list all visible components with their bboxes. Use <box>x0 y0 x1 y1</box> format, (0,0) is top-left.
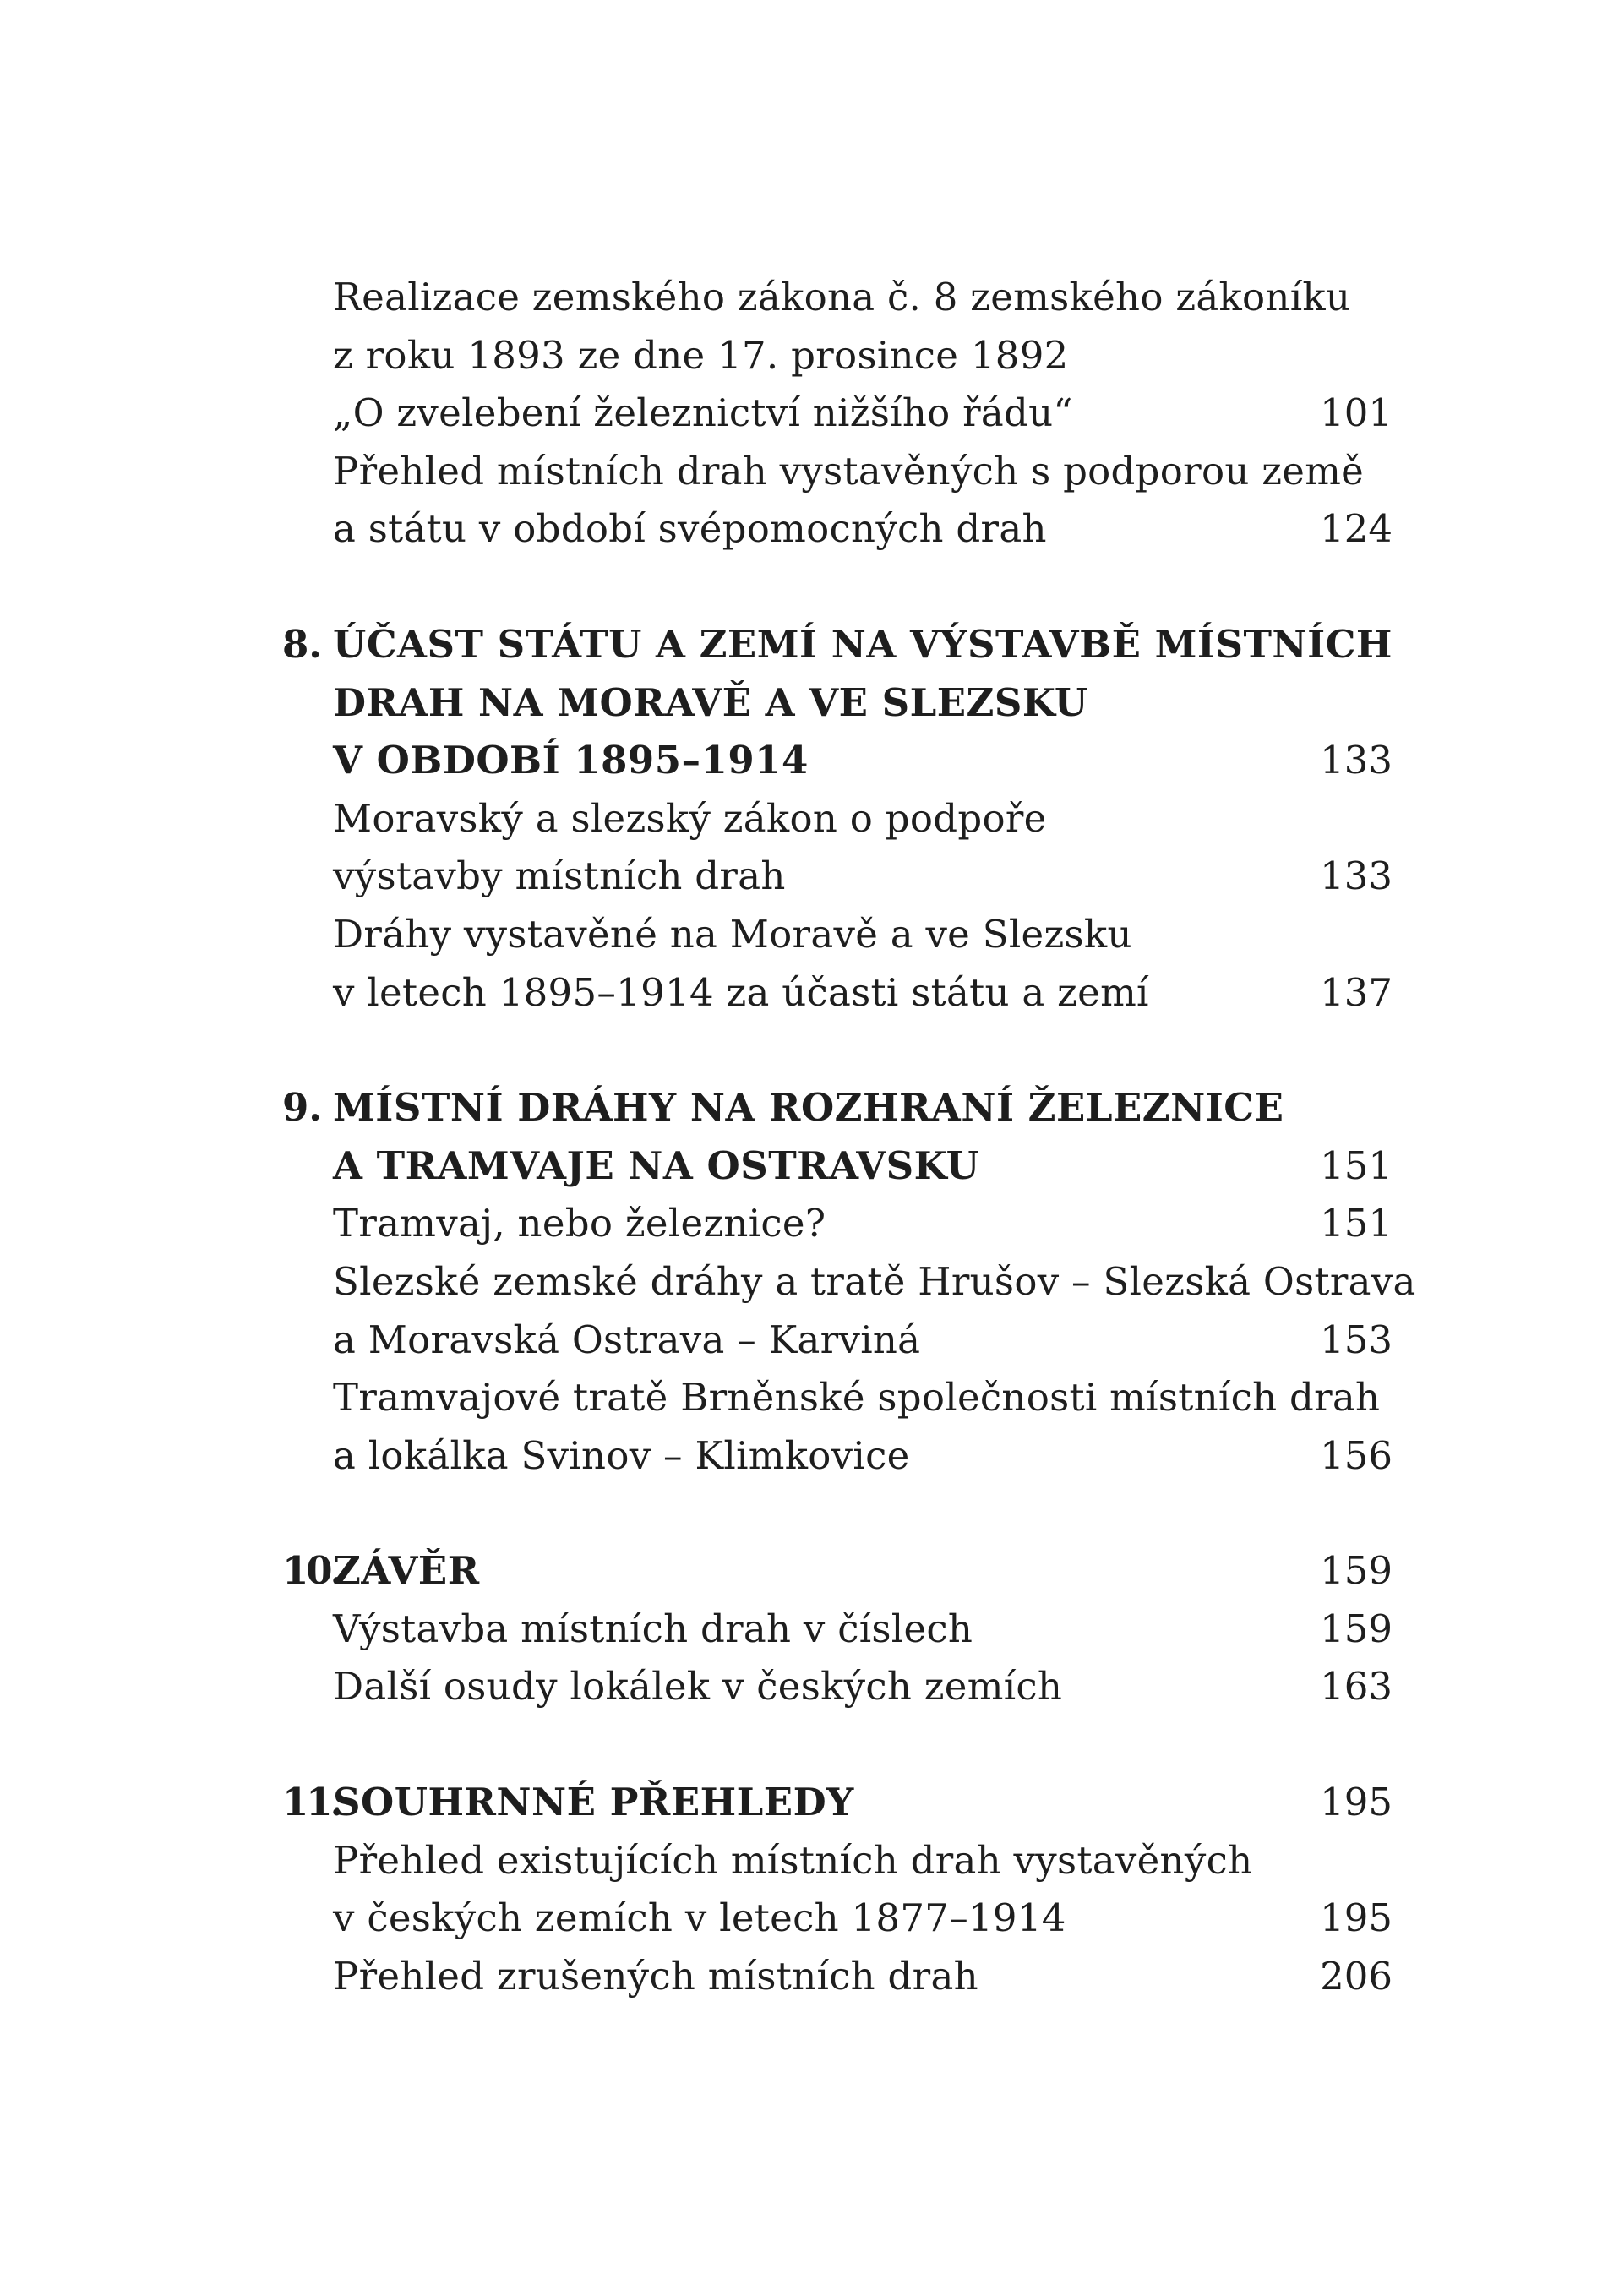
toc-entry-text: Tramvaj, nebo železnice? <box>333 1201 826 1246</box>
chapter-heading-line <box>282 1774 1393 1832</box>
toc-page-number: 156 <box>1320 1432 1393 1478</box>
toc-entry-text: Realizace zemského zákona č. 8 zemského zákoníku <box>333 275 1351 319</box>
toc-entry-line <box>282 327 1393 385</box>
toc-entry-line <box>282 906 1393 964</box>
toc-page-number: 124 <box>1320 506 1393 552</box>
chapter-number: 10. <box>282 1548 341 1594</box>
toc-entry-text: a lokálka Svinov – Klimkovice <box>333 1432 910 1478</box>
toc-entry-line <box>282 848 1393 906</box>
toc-entry-text: Dráhy vystavěné na Moravě a ve Slezsku <box>333 911 1132 957</box>
toc-entry-text: výstavby místních drah <box>333 854 786 899</box>
chapter-heading-line <box>282 1542 1393 1601</box>
toc-entry-line <box>282 1832 1393 1890</box>
toc-page-number: 101 <box>1320 390 1393 436</box>
toc-entry-line <box>282 443 1393 501</box>
chapter-heading-line <box>282 1079 1393 1137</box>
toc-entry-line <box>282 1369 1393 1427</box>
chapter-page-number: 151 <box>1320 1143 1393 1188</box>
toc-page-number: 159 <box>1320 1606 1393 1651</box>
chapter-heading-line <box>282 616 1393 674</box>
toc-page-number: 195 <box>1320 1895 1393 1941</box>
chapter-heading-text: DRAH NA MORAVĚ A VE SLEZSKU <box>333 679 1088 725</box>
toc-chapter-9 <box>282 1079 1416 1485</box>
toc-entry-text: z roku 1893 ze dne 17. prosince 1892 <box>333 332 1069 378</box>
toc-entry-line <box>282 1601 1393 1659</box>
toc-entry-text: v českých zemích v letech 1877–1914 <box>333 1895 1066 1941</box>
chapter-heading-line <box>282 674 1393 733</box>
chapter-heading-text: V OBDOBÍ 1895–1914 <box>333 738 809 783</box>
toc-entry-text: Přehled místních drah vystavěných s podporou země <box>333 448 1365 494</box>
toc-entry-text: Moravský a slezský zákon o podpoře <box>333 795 1047 841</box>
toc-page-number: 137 <box>1320 969 1393 1015</box>
toc-entry-line <box>282 269 1393 327</box>
toc-section-continued <box>282 269 1393 559</box>
toc-entry-text: Tramvajové tratě Brněnské společnosti místních drah <box>333 1375 1381 1421</box>
chapter-number: 11. <box>282 1780 341 1825</box>
chapter-heading-text: MÍSTNÍ DRÁHY NA ROZHRANÍ ŽELEZNICE <box>333 1085 1284 1131</box>
toc-page-number: 163 <box>1320 1664 1393 1710</box>
toc-entry-line <box>282 1890 1393 1948</box>
toc-page-number: 151 <box>1320 1201 1393 1246</box>
chapter-heading-text: ZÁVĚR <box>333 1548 480 1594</box>
chapter-heading-line <box>282 732 1393 790</box>
toc-entry-line <box>282 1427 1393 1486</box>
chapter-heading-line <box>282 1137 1393 1196</box>
toc-entry-line <box>282 500 1393 559</box>
toc-entry-text: Další osudy lokálek v českých zemích <box>333 1664 1063 1710</box>
toc-entry-line <box>282 964 1393 1023</box>
toc-entry-text: Přehled existujících místních drah vystavěných <box>333 1837 1253 1883</box>
toc-page-number: 133 <box>1320 854 1393 899</box>
toc-chapter-8 <box>282 616 1393 1022</box>
toc-entry-line <box>282 1312 1393 1370</box>
toc-entry-line <box>282 790 1393 848</box>
toc-entry-text: v letech 1895–1914 za účasti státu a zemí <box>333 969 1149 1015</box>
toc-entry-text: „O zvelebení železnictví nižšího řádu“ <box>333 390 1073 436</box>
chapter-page-number: 195 <box>1320 1780 1393 1825</box>
toc-entry-line <box>282 1253 1416 1312</box>
table-of-contents <box>282 269 1416 2005</box>
toc-entry-line <box>282 1658 1393 1716</box>
chapter-number: 9. <box>282 1085 322 1131</box>
toc-entry-line <box>282 384 1393 443</box>
toc-entry-text: a státu v období svépomocných drah <box>333 506 1047 552</box>
chapter-page-number: 133 <box>1320 738 1393 783</box>
toc-entry-line <box>282 1948 1393 2006</box>
toc-entry-text: Přehled zrušených místních drah <box>333 1953 978 1999</box>
chapter-page-number: 159 <box>1320 1548 1393 1594</box>
toc-entry-text: a Moravská Ostrava – Karviná <box>333 1317 921 1362</box>
toc-page-number: 153 <box>1320 1317 1393 1362</box>
chapter-heading-text: A TRAMVAJE NA OSTRAVSKU <box>333 1143 980 1188</box>
chapter-number: 8. <box>282 621 322 667</box>
toc-entry-text: Výstavba místních drah v číslech <box>333 1606 973 1651</box>
toc-chapter-10 <box>282 1542 1393 1716</box>
toc-entry-line <box>282 1195 1393 1253</box>
chapter-heading-text: ÚČAST STÁTU A ZEMÍ NA VÝSTAVBĚ MÍSTNÍCH <box>333 621 1393 667</box>
chapter-heading-text: SOUHRNNÉ PŘEHLEDY <box>333 1780 854 1825</box>
toc-chapter-11 <box>282 1774 1393 2005</box>
toc-entry-text: Slezské zemské dráhy a tratě Hrušov – Slezská Ostrava <box>333 1258 1416 1304</box>
toc-page-number: 206 <box>1320 1953 1393 1999</box>
